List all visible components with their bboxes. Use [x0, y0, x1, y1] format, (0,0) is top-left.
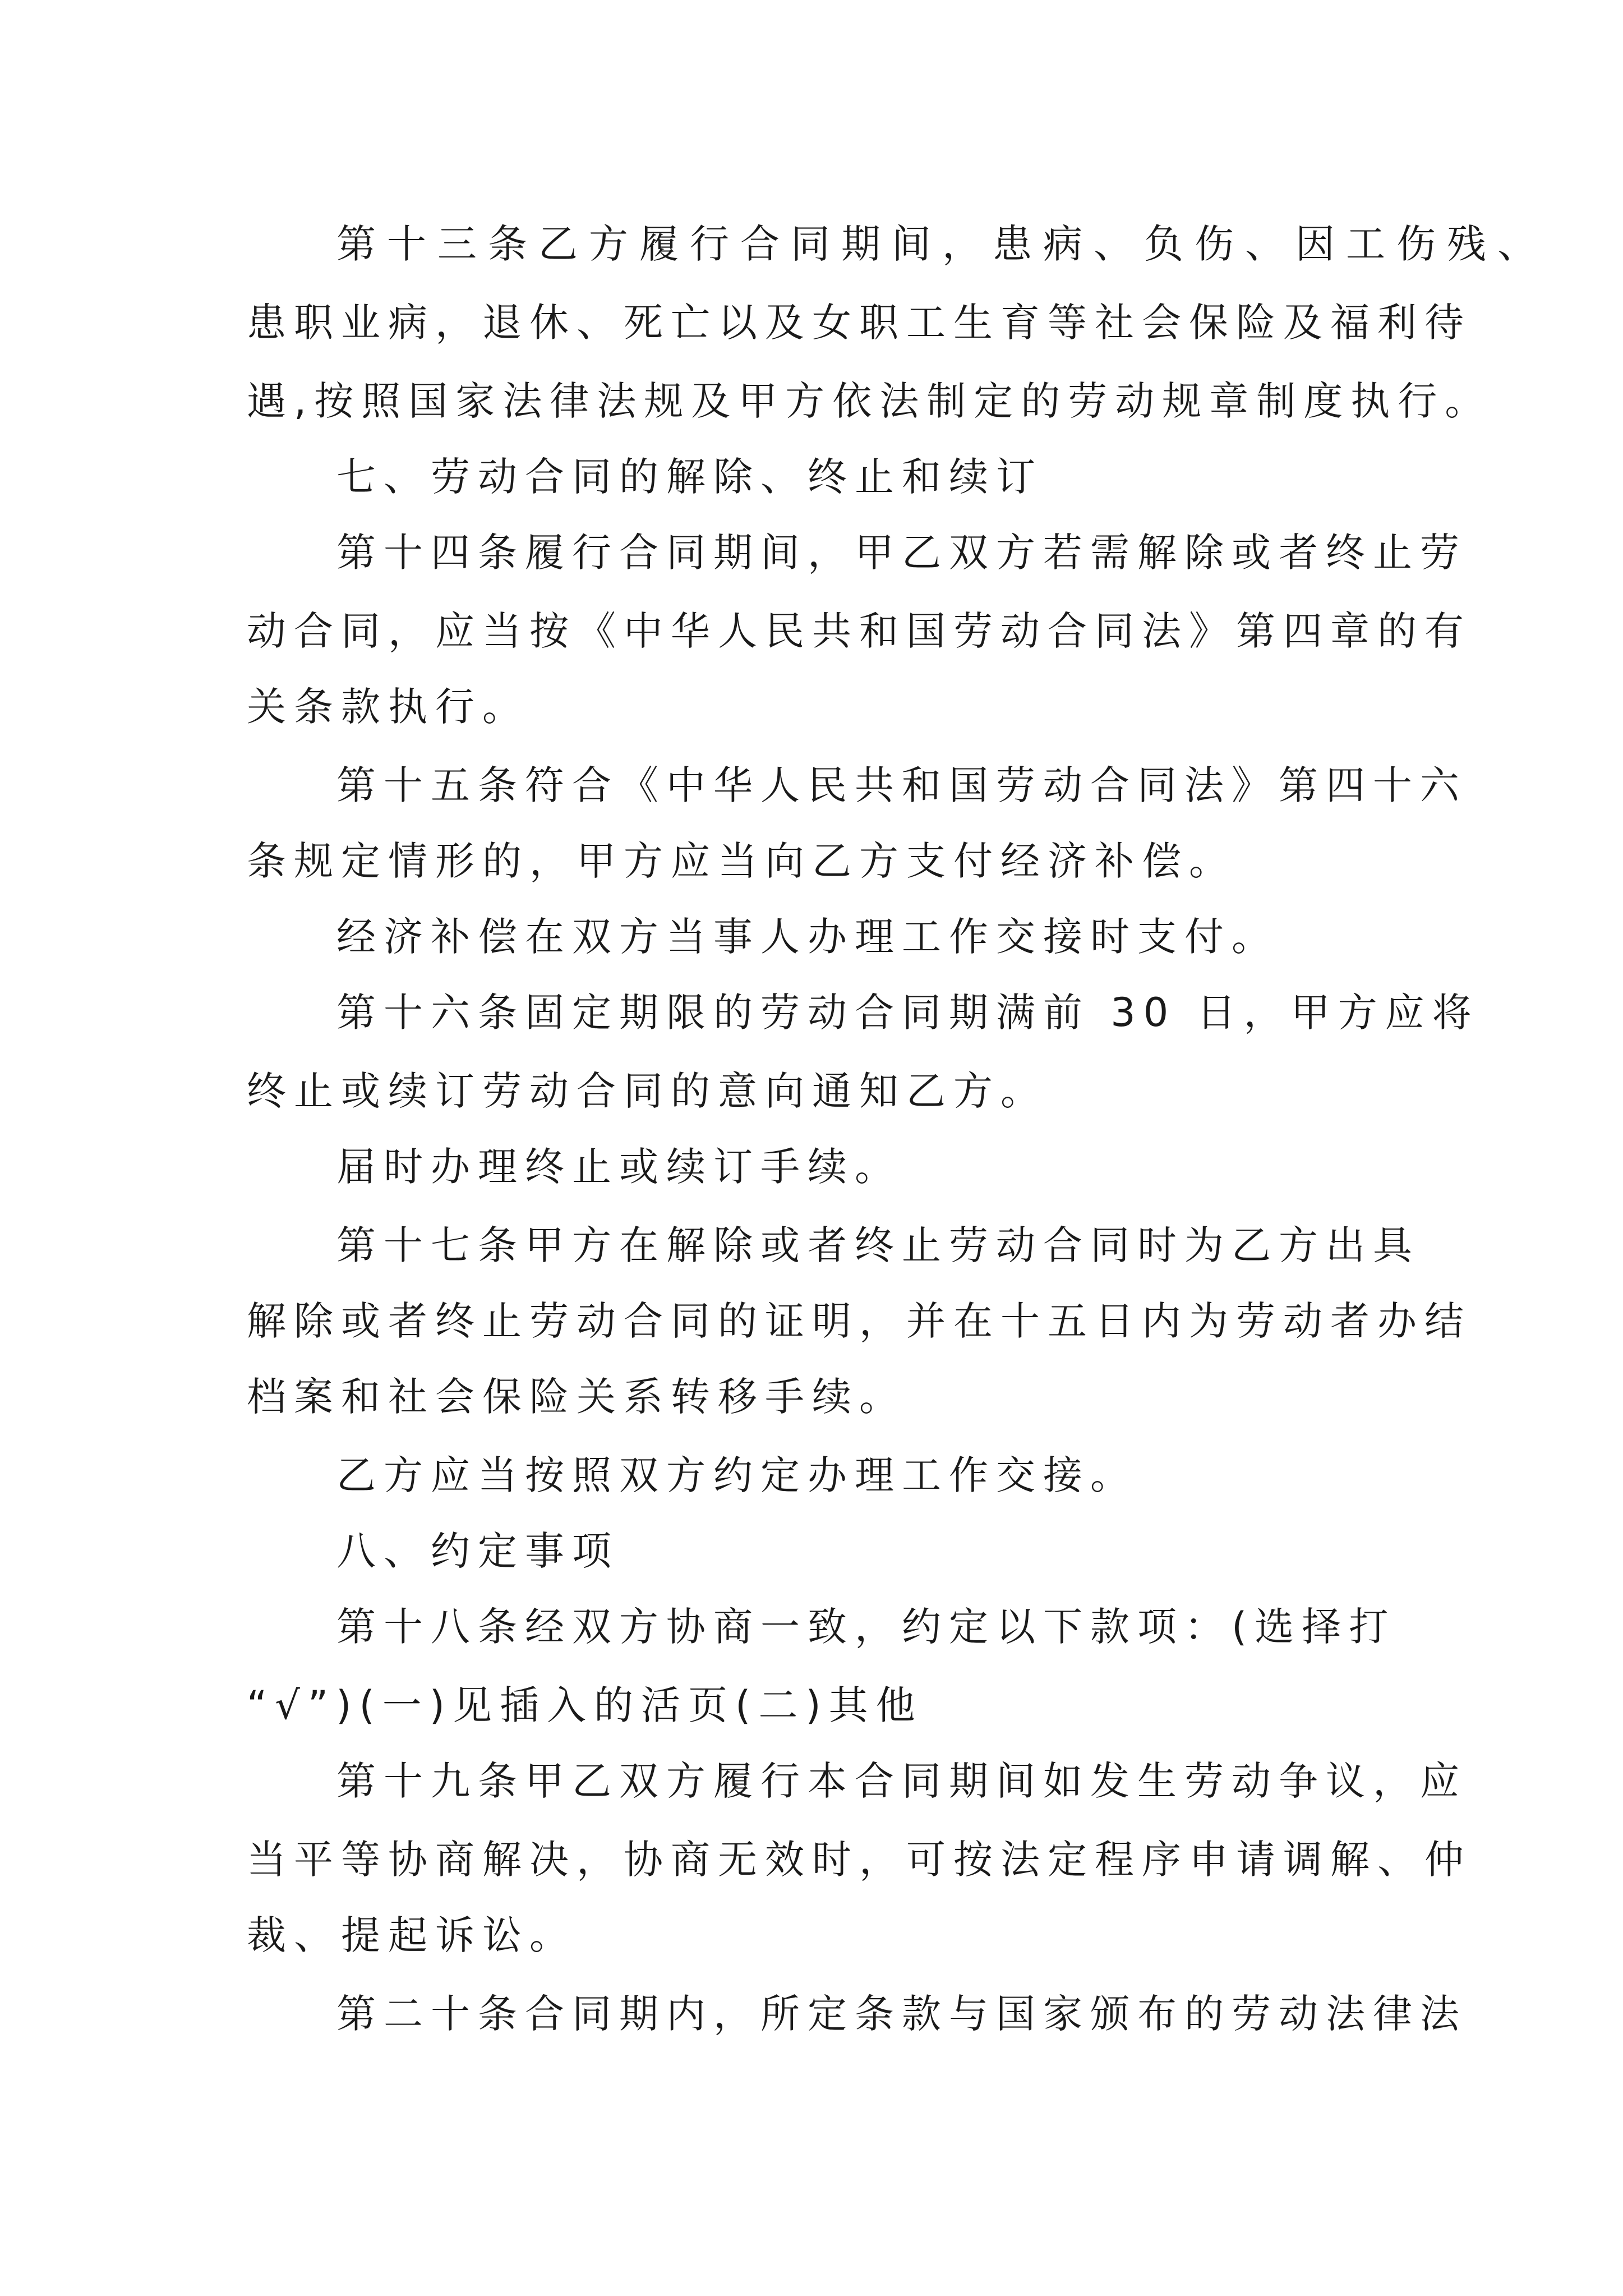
text-line: 档案和社会保险关系转移手续。 — [247, 1374, 906, 1420]
text-line: 解除或者终止劳动合同的证明，并在十五日内为劳动者办结 — [247, 1298, 1472, 1344]
text-line: 第二十条合同期内，所定条款与国家颁布的劳动法律法 — [336, 1991, 1467, 2037]
text-line: 第十九条甲乙双方履行本合同期间如发生劳动争议，应 — [336, 1758, 1467, 1804]
text-line: 条规定情形的，甲方应当向乙方支付经济补偿。 — [247, 838, 1236, 884]
text-line: 当平等协商解决，协商无效时，可按法定程序申请调解、仲 — [247, 1837, 1472, 1883]
text-line: 终止或续订劳动合同的意向通知乙方。 — [247, 1068, 1048, 1114]
text-line: 裁、提起诉讼。 — [247, 1912, 577, 1958]
section-heading: 七、劳动合同的解除、终止和续订 — [336, 454, 1043, 500]
text-line: “√”)(一)见插入的活页(二)其他 — [247, 1682, 923, 1728]
text-line: 遇,按照国家法律法规及甲方依法制定的劳动规章制度执行。 — [247, 378, 1492, 424]
text-line: 届时办理终止或续订手续。 — [336, 1144, 902, 1190]
text-line: 第十八条经双方协商一致，约定以下款项：(选择打 — [336, 1604, 1396, 1650]
section-heading: 八、约定事项 — [336, 1528, 619, 1574]
text-line: 第十六条固定期限的劳动合同期满前 30 日，甲方应将 — [336, 990, 1479, 1036]
text-line: 第十三条乙方履行合同期间，患病、负伤、因工伤残、 — [336, 221, 1548, 267]
text-line: 第十五条符合《中华人民共和国劳动合同法》第四十六 — [336, 762, 1467, 808]
text-line: 乙方应当按照双方约定办理工作交接。 — [336, 1452, 1137, 1498]
text-line: 关条款执行。 — [247, 684, 529, 730]
text-line: 经济补偿在双方当事人办理工作交接时支付。 — [336, 914, 1279, 960]
text-line: 动合同，应当按《中华人民共和国劳动合同法》第四章的有 — [247, 608, 1472, 654]
text-line: 第十四条履行合同期间，甲乙双方若需解除或者终止劳 — [336, 530, 1467, 576]
text-line: 第十七条甲方在解除或者终止劳动合同时为乙方出具 — [336, 1222, 1420, 1268]
text-line: 患职业病，退休、死亡以及女职工生育等社会保险及福利待 — [247, 300, 1472, 346]
